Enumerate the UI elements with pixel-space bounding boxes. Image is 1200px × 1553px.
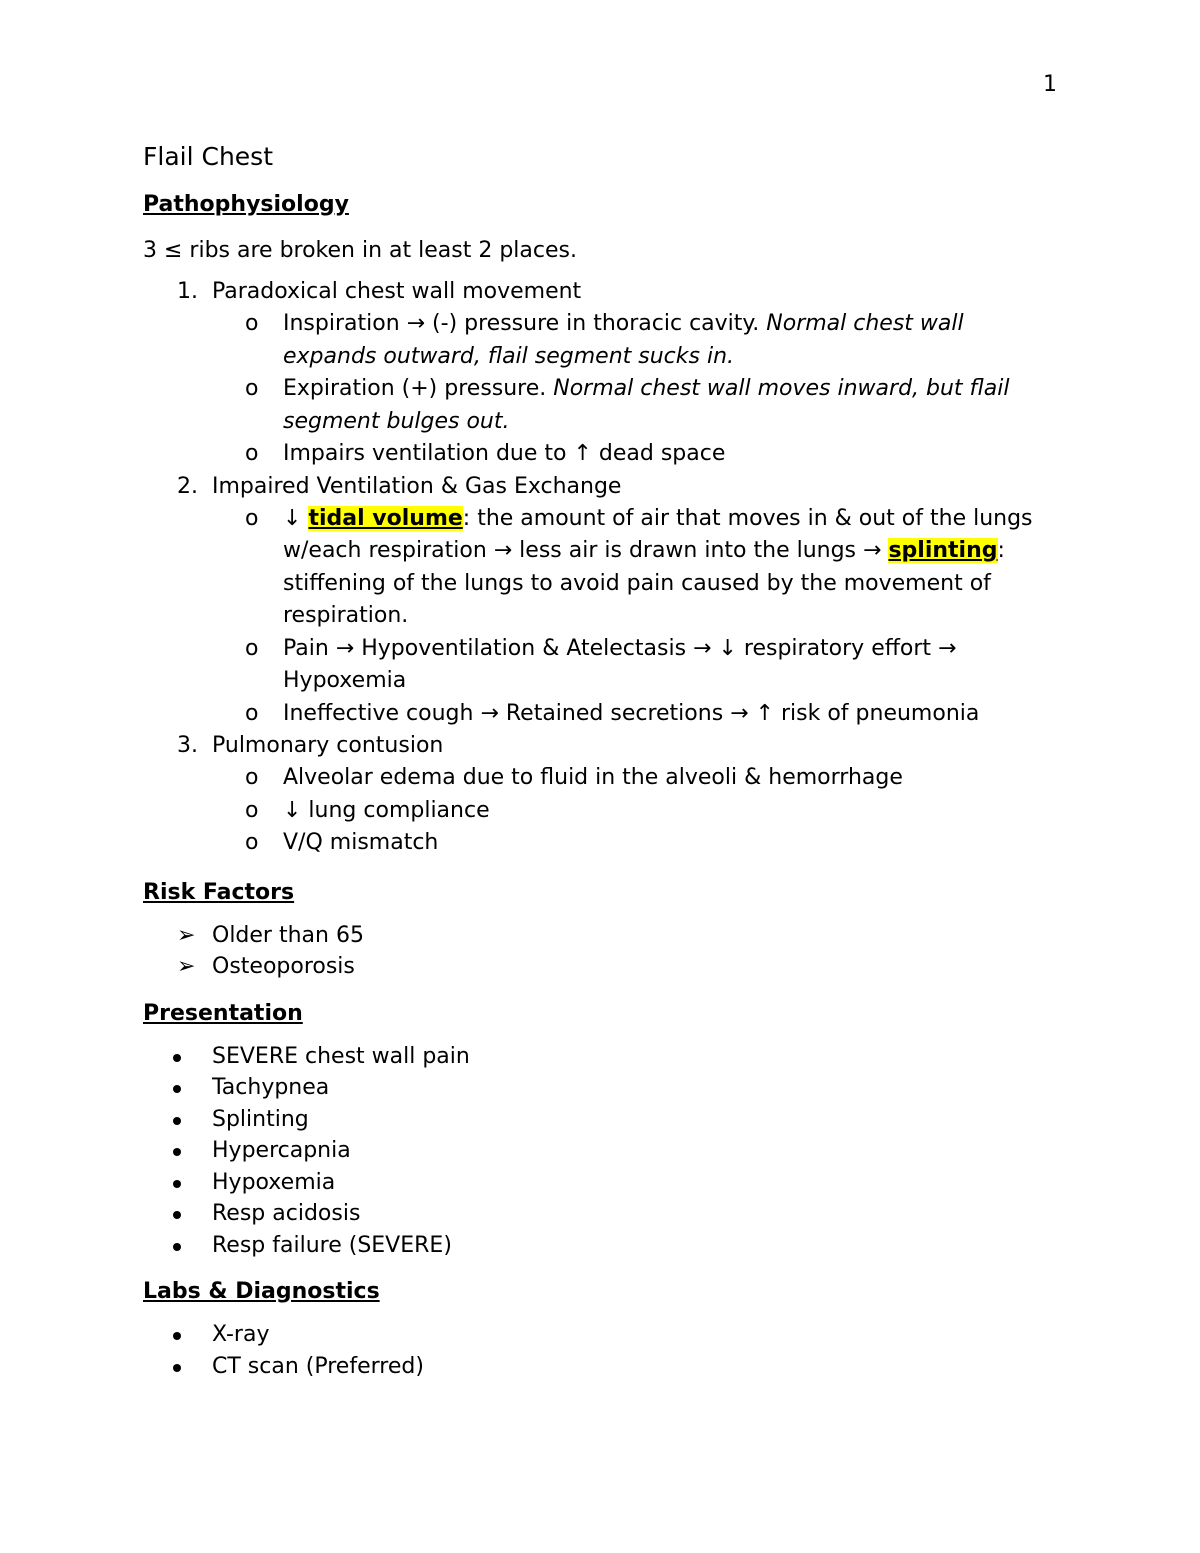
item-number: 1. xyxy=(177,279,198,304)
list-item xyxy=(143,1041,1043,1073)
bullet-dot-icon xyxy=(173,1085,181,1093)
list-item-text: Resp failure (SEVERE) xyxy=(212,1232,452,1258)
presentation-section xyxy=(143,999,1043,1262)
sub-item-text: Inspiration → (-) pressure in thoracic cavity. xyxy=(283,311,767,336)
list-item-text: Resp acidosis xyxy=(212,1201,361,1226)
sub-item-text: ↓ xyxy=(283,505,309,531)
sub-item-italic: Normal chest wall expands outward, flail segment sucks in. xyxy=(283,311,964,369)
list-item xyxy=(143,730,1043,860)
sub-list xyxy=(212,308,1043,471)
pathophysiology-section xyxy=(143,190,1043,860)
page-number: 1 xyxy=(1043,72,1057,97)
item-number: 3. xyxy=(177,733,198,758)
list-item-text: Hypercapnia xyxy=(212,1138,351,1163)
list-item xyxy=(143,1319,1043,1351)
circle-bullet-icon: o xyxy=(245,765,259,790)
sub-item-text: V/Q mismatch xyxy=(283,830,439,855)
sub-item-text: Expiration (+) pressure. xyxy=(283,376,554,401)
list-item-text: Hypoxemia xyxy=(212,1169,336,1195)
list-item xyxy=(143,1135,1043,1167)
circle-bullet-icon: o xyxy=(245,311,259,336)
sub-item-text: : stiffening of the lungs to avoid pain caused by the movement of respiration. xyxy=(283,538,1005,628)
sub-item xyxy=(212,827,1043,860)
circle-bullet-icon: o xyxy=(245,376,259,401)
document-title: Flail Chest xyxy=(143,142,273,171)
pathophysiology-intro: 3 ≤ ribs are broken in at least 2 places. xyxy=(143,238,577,263)
sub-item xyxy=(212,503,1043,633)
list-item xyxy=(143,1198,1043,1230)
document-body xyxy=(143,140,1043,1382)
bullet-dot-icon xyxy=(173,1364,181,1372)
bullet-dot-icon xyxy=(173,1148,181,1156)
presentation-heading: Presentation xyxy=(143,1000,303,1026)
list-item xyxy=(143,951,1043,983)
circle-bullet-icon: o xyxy=(245,700,259,726)
list-item xyxy=(143,1230,1043,1262)
list-item-text: Tachypnea xyxy=(212,1075,330,1100)
circle-bullet-icon: o xyxy=(245,797,259,823)
labs-section xyxy=(143,1277,1043,1382)
item-label: Paradoxical chest wall movement xyxy=(212,279,582,304)
highlight-splinting: splinting xyxy=(888,538,998,563)
list-item xyxy=(143,276,1043,471)
arrow-bullet-icon: ➢ xyxy=(177,922,196,948)
sub-item xyxy=(212,438,1043,471)
sub-item xyxy=(212,795,1043,828)
list-item xyxy=(143,1072,1043,1104)
item-number: 2. xyxy=(177,473,198,499)
list-item-text: SEVERE chest wall pain xyxy=(212,1043,470,1069)
circle-bullet-icon: o xyxy=(245,830,259,855)
circle-bullet-icon: o xyxy=(245,505,259,531)
list-item-text: CT scan (Preferred) xyxy=(212,1353,424,1379)
list-item xyxy=(143,1167,1043,1199)
risk-factors-section xyxy=(143,878,1043,983)
arrow-bullet-icon: ➢ xyxy=(177,954,196,979)
list-item-text: Osteoporosis xyxy=(212,954,355,979)
list-item-text: Splinting xyxy=(212,1106,309,1132)
list-item xyxy=(143,920,1043,952)
risk-factors-list xyxy=(143,920,1043,983)
circle-bullet-icon: o xyxy=(245,635,259,661)
sub-item-text: Pain → Hypoventilation & Atelectasis → ↓ respiratory effort → Hypoxemia xyxy=(283,635,957,693)
presentation-list xyxy=(143,1041,1043,1262)
sub-item-text: Ineffective cough → Retained secretions → ↑ risk of pneumonia xyxy=(283,700,980,726)
bullet-dot-icon xyxy=(173,1211,181,1219)
sub-item-italic: Normal chest wall moves inward, but flail segment bulges out. xyxy=(283,376,1010,434)
circle-bullet-icon: o xyxy=(245,441,259,466)
list-item xyxy=(143,1104,1043,1136)
item-label: Pulmonary contusion xyxy=(212,733,444,758)
list-item-text: X-ray xyxy=(212,1322,270,1347)
pathophysiology-list xyxy=(143,276,1043,860)
list-item-text: Older than 65 xyxy=(212,922,364,948)
bullet-dot-icon xyxy=(173,1332,181,1340)
sub-list xyxy=(212,503,1043,731)
labs-list xyxy=(143,1319,1043,1382)
bullet-dot-icon xyxy=(173,1117,181,1125)
pathophysiology-heading: Pathophysiology xyxy=(143,192,349,217)
highlight-tidal-volume: tidal volume xyxy=(308,505,463,531)
sub-item-text: ↓ lung compliance xyxy=(283,797,490,823)
sub-item xyxy=(212,698,1043,731)
sub-list xyxy=(212,762,1043,860)
sub-item-text: Impairs ventilation due to ↑ dead space xyxy=(283,441,726,466)
sub-item-text: Alveolar edema due to fluid in the alveoli & hemorrhage xyxy=(283,765,903,790)
sub-item xyxy=(212,762,1043,795)
sub-item xyxy=(212,633,1043,698)
sub-item xyxy=(212,308,1043,373)
labs-heading: Labs & Diagnostics xyxy=(143,1279,380,1304)
bullet-dot-icon xyxy=(173,1054,181,1062)
risk-factors-heading: Risk Factors xyxy=(143,879,295,905)
sub-item xyxy=(212,373,1043,438)
sub-item-text: : the amount of air that moves in & out of the lungs w/each respiration → less air is drawn into the lungs → xyxy=(283,505,1033,563)
bullet-dot-icon xyxy=(173,1243,181,1251)
item-label: Impaired Ventilation & Gas Exchange xyxy=(212,473,622,499)
bullet-dot-icon xyxy=(173,1180,181,1188)
list-item xyxy=(143,1351,1043,1383)
list-item xyxy=(143,471,1043,731)
